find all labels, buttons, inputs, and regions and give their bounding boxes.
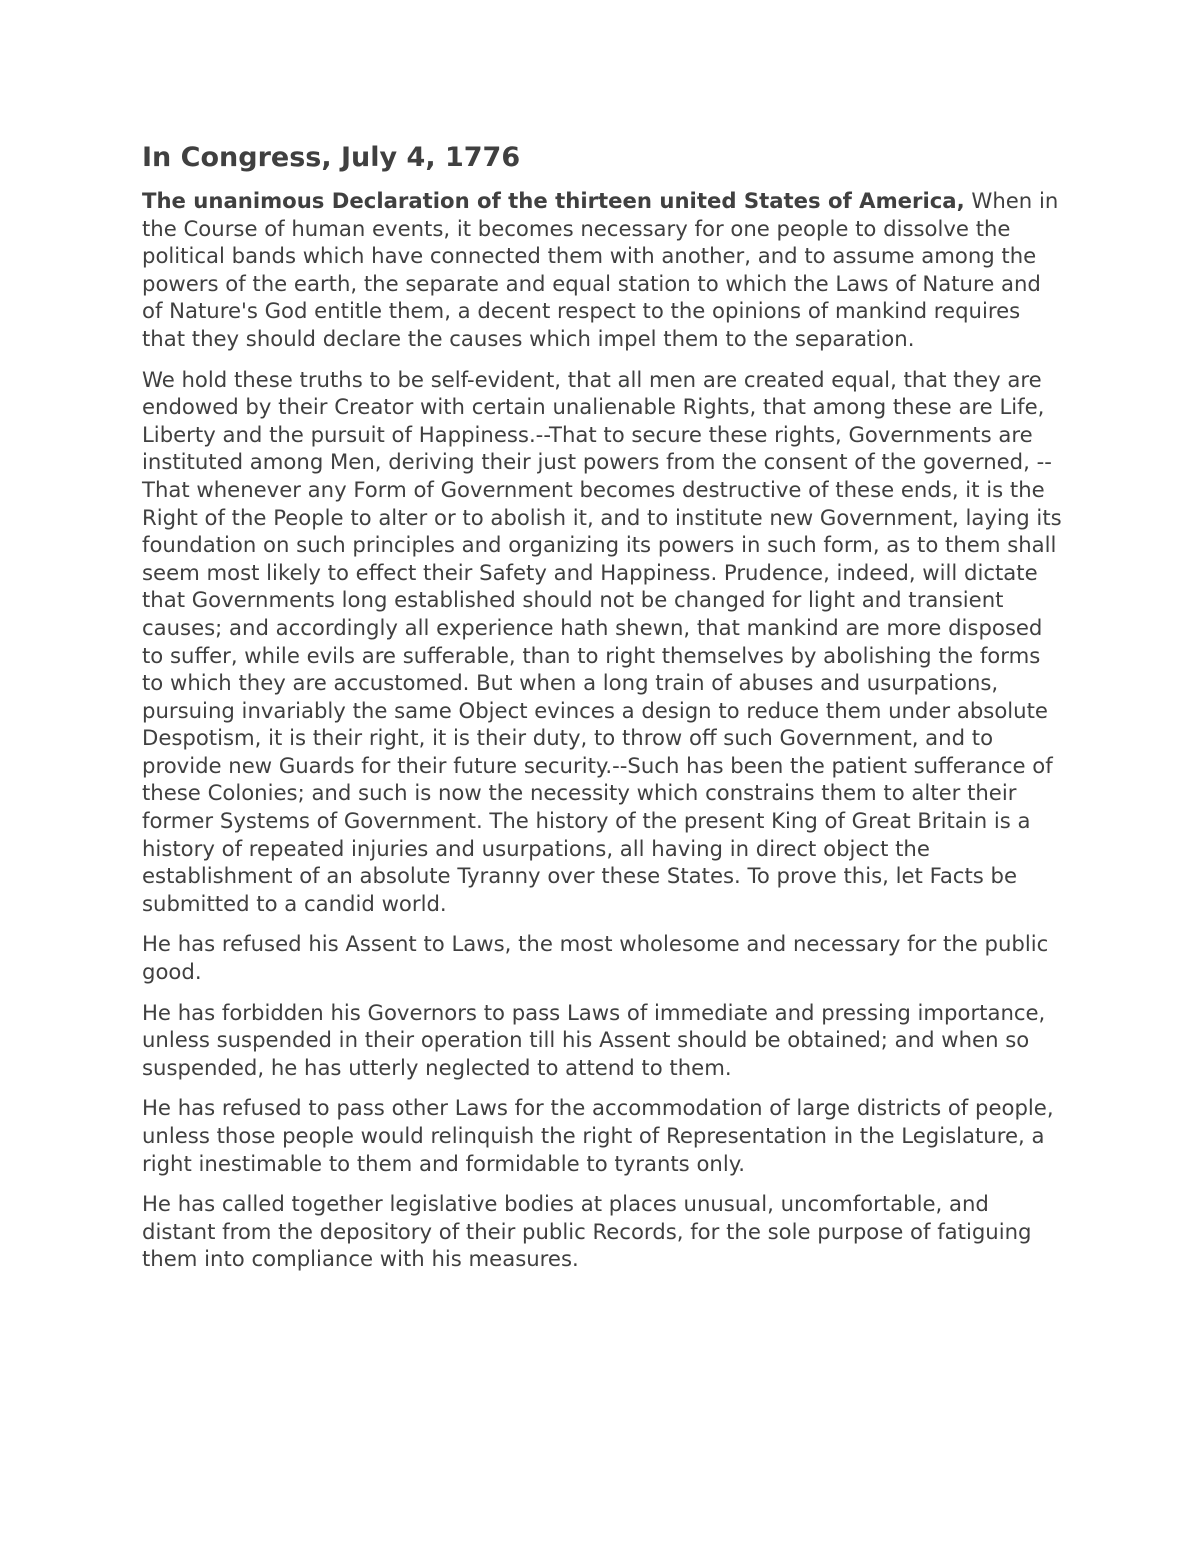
body-paragraph: He has forbidden his Governors to pass Laws of immediate and pressing importance, unless suspended in their operation till his Assent should be obtained; and when so suspended, he has utterly neglected to attend to them.: [142, 999, 1046, 1080]
intro-text: When in the Course of human events, it becomes necessary for one people to dissolve the political bands which have connected them with another, and to assume among the powers of the earth, the separate and equal station to which the Laws of Nature and of Nature's God entitle them, a decent respect to the opinions of mankind requires that they should declare the causes which impel them to the separation.: [142, 188, 1059, 351]
document-heading: In Congress, July 4, 1776: [142, 142, 521, 173]
intro-paragraph: [142, 187, 1064, 353]
body-paragraph: He has refused his Assent to Laws, the most wholesome and necessary for the public good.: [142, 931, 1049, 985]
body-paragraph: We hold these truths to be self-evident, that all men are created equal, that they are endowed by their Creator with certain unalienable Rights, that among these are Life, Liberty and the pursuit of Happiness.--That to secure these rights, Governments are instituted among Men, deriving their just powers from the consent of the governed, --That whenever any Form of Government becomes destructive of these ends, it is the Right of the People to alter or to abolish it, and to institute new Government, laying its foundation on such principles and organizing its powers in such form, as to them shall seem most likely to effect their Safety and Happiness. Prudence, indeed, will dictate that Governments long established should not be changed for light and transient causes; and accordingly all experience hath shewn, that mankind are more disposed to suffer, while evils are sufferable, than to right themselves by abolishing the forms to which they are accustomed. But when a long train of abuses and usurpations, pursuing invariably the same Object evinces a design to reduce them under absolute Despotism, it is their right, it is their duty, to throw off such Government, and to provide new Guards for their future security.--Such has been the patient sufferance of these Colonies; and such is now the necessity which constrains them to alter their former Systems of Government. The history of the present King of Great Britain is a history of repeated injuries and usurpations, all having in direct object the establishment of an absolute Tyranny over these States. To prove this, let Facts be submitted to a candid world.: [142, 366, 1062, 916]
body-paragraph: He has called together legislative bodies at places unusual, uncomfortable, and distant from the depository of their public Records, for the sole purpose of fatiguing them into compliance with his measures.: [142, 1191, 1032, 1272]
body-paragraph: He has refused to pass other Laws for the accommodation of large districts of people, unless those people would relinquish the right of Representation in the Legislature, a right inestimable to them and formidable to tyrants only.: [142, 1095, 1054, 1176]
document-body: [142, 140, 1064, 1286]
intro-lead: The unanimous Declaration of the thirteen united States of America,: [142, 188, 965, 213]
